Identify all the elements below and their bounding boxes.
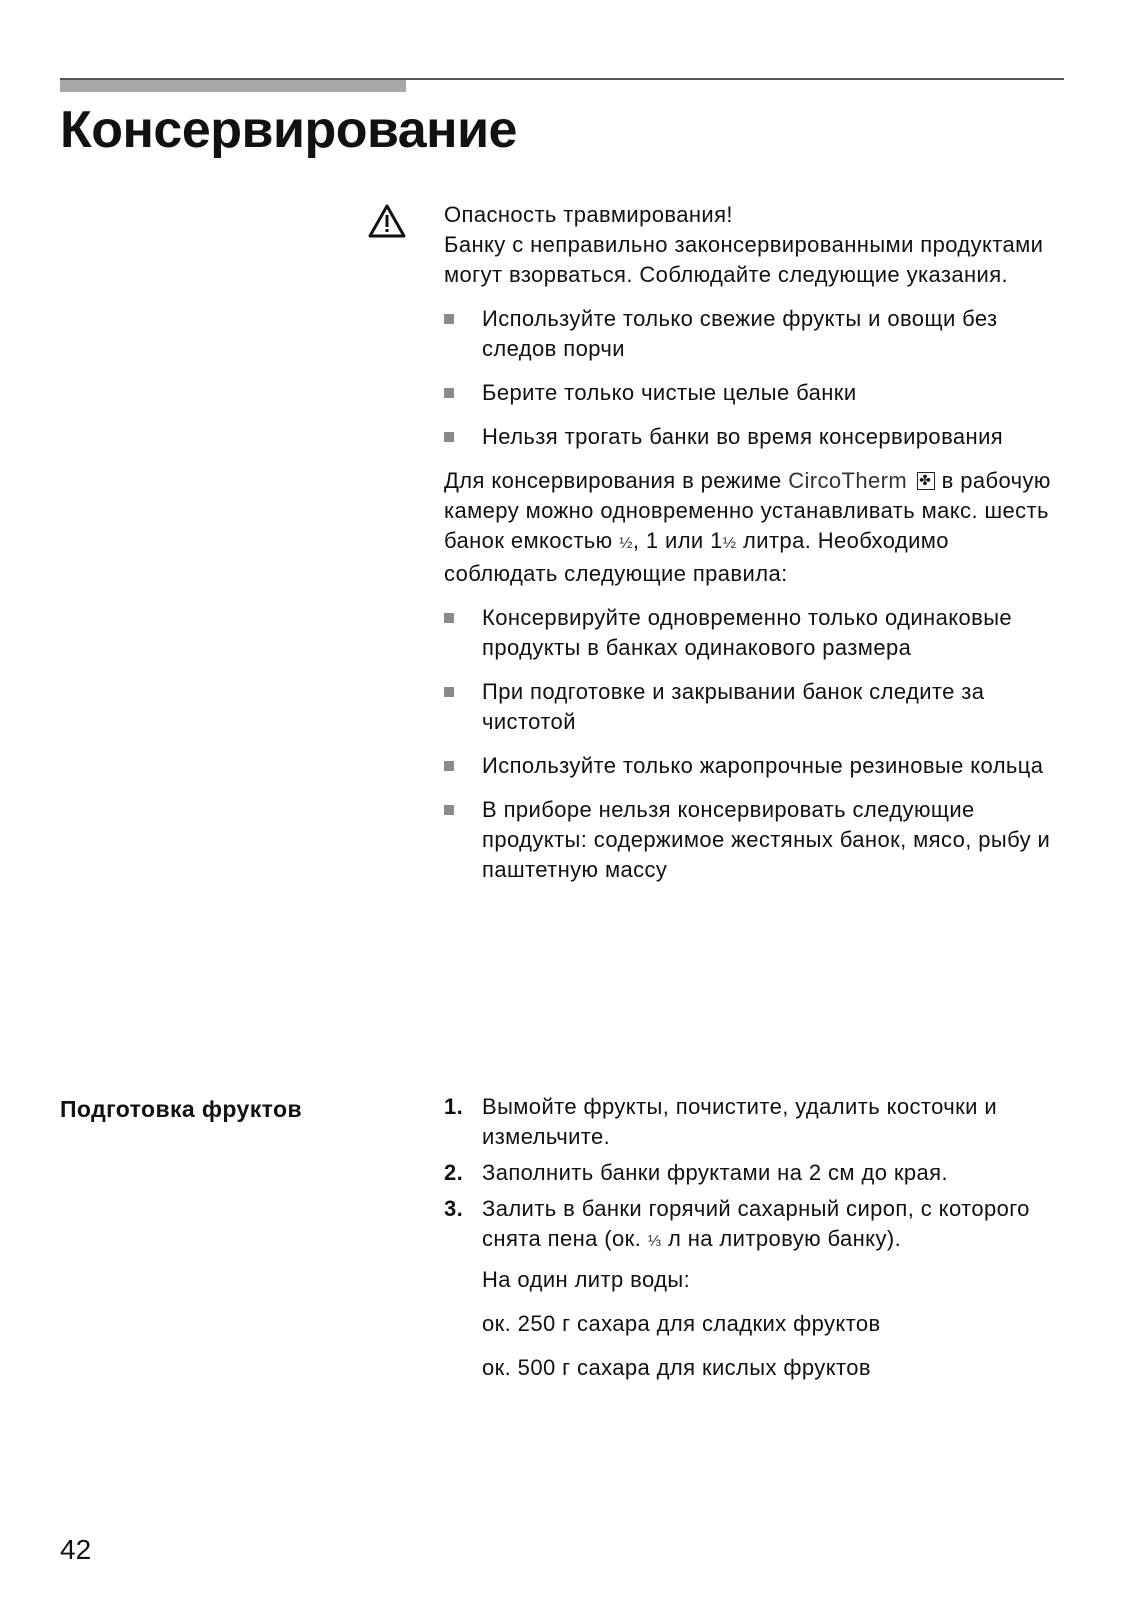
warning-text: Банку с неправильно законсервированными продуктами могут взорваться. Соблюдайте следующие указания. <box>444 232 1044 287</box>
list-item: Используйте только жаропрочные резиновые кольца <box>444 751 1066 781</box>
mode-name: CircoTherm <box>788 468 908 493</box>
square-bullet-icon <box>444 613 454 623</box>
list-item: Используйте только свежие фрукты и овощи без следов порчи <box>444 304 1066 364</box>
square-bullet-icon <box>444 432 454 442</box>
list-item: При подготовке и закрывании банок следите за чистотой <box>444 677 1066 737</box>
step-item: 1. Вымойте фрукты, почистите, удалить косточки и измельчите. <box>444 1094 998 1149</box>
warning-heading: Опасность травмирования! <box>444 202 733 227</box>
fruit-prep-section <box>444 1092 1066 1383</box>
page-number: 42 <box>60 1534 92 1565</box>
warning-section <box>444 200 1066 899</box>
steps-list <box>444 1092 1066 1257</box>
list-item: Берите только чистые целые банки <box>444 378 1066 408</box>
fan-mode-icon <box>917 472 935 490</box>
step-item: 2. Заполнить банки фруктами на 2 см до края. <box>444 1160 948 1185</box>
warning-list <box>444 304 1066 452</box>
sugar-sour: ок. 500 г сахара для кислых фруктов <box>482 1355 871 1380</box>
section-heading-fruit-prep: Подготовка фруктов <box>60 1096 302 1122</box>
list-item: Нельзя трогать банки во время консервирования <box>444 422 1066 452</box>
header-rule-accent <box>60 80 406 92</box>
square-bullet-icon <box>444 805 454 815</box>
step-item: 3. Залить в банки горячий сахарный сироп, с которого снята пена (ок. ⅓ л на литровую банку). <box>444 1196 1030 1251</box>
page-title: Консервирование <box>60 101 517 159</box>
rules-list <box>444 603 1066 885</box>
square-bullet-icon <box>444 761 454 771</box>
sugar-sweet: ок. 250 г сахара для сладких фруктов <box>482 1311 881 1336</box>
circotherm-paragraph: Для консервирования в режиме CircoTherm✤ в рабочую камеру можно одновременно устанавливать макс. шесть банок емкостью ½, 1 или 1½ литра. Необходимо соблюдать следующие правила: <box>444 466 1066 589</box>
square-bullet-icon <box>444 388 454 398</box>
square-bullet-icon <box>444 687 454 697</box>
list-item: Консервируйте одновременно только одинаковые продукты в банках одинакового размера <box>444 603 1066 663</box>
list-item: В приборе нельзя консервировать следующие продукты: содержимое жестяных банок, мясо, рыбу и паштетную массу <box>444 795 1066 885</box>
square-bullet-icon <box>444 314 454 324</box>
per-liter-label: На один литр воды: <box>482 1267 691 1292</box>
warning-triangle-icon <box>368 204 406 238</box>
